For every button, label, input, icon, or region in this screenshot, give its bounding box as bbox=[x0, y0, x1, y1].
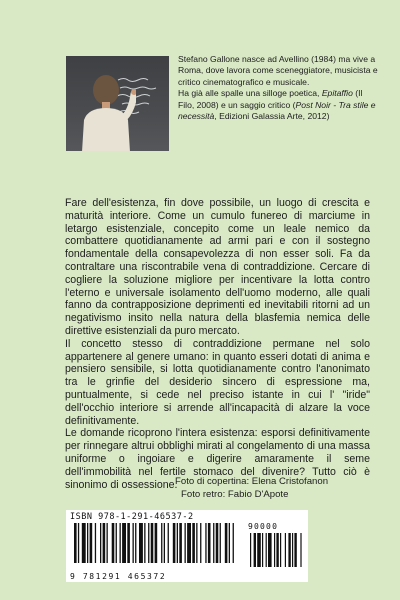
isbn-barcode bbox=[66, 510, 308, 582]
bio-paragraph-2 bbox=[178, 88, 378, 122]
isbn-label: ISBN 978-1-291-46537-2 bbox=[70, 512, 194, 522]
bio-text: Ha già alle spalle una silloge poetica, bbox=[178, 88, 322, 99]
bio-paragraph-1: Stefano Gallone nasce ad Avellino (1984) ma vive a Roma, dove lavora come sceneggiatore, musicista e critico cinematografico e musicale. bbox=[178, 54, 378, 87]
barcode-addon-digits: 90000 bbox=[248, 522, 279, 531]
author-photo bbox=[66, 56, 169, 151]
back-cover-text bbox=[65, 197, 370, 491]
main-paragraph-3: Le domande ricoprono l'intera esistenza: esporsi definitivamente per rinnegare altrui obblighi mirati al congelamento di una massa uniforme o ingoiare e digerire amaramente il seme dell'immobilità nel fertile stomaco del divenire? Tutto ciò è sinonimo di ossessione. bbox=[65, 427, 370, 491]
bio-title-post-noir: Post Noir - Tra stile e necessità bbox=[178, 99, 376, 122]
cover-photo-credit: Foto di copertina: Elena Cristofanon bbox=[175, 476, 329, 487]
photo-credits bbox=[175, 475, 375, 501]
bio-title-epitaffio: Epitaffio bbox=[321, 88, 353, 99]
person-silhouette bbox=[76, 72, 136, 151]
main-paragraph-2: Il concetto stesso di contraddizione permane nel solo appartenere al genere umano: in quanto esseri dotati di anima e pensiero sensibile, si lotta quotidianamente contro l'anonimato tra le grinfie del desiderio sincero di espressione ma, puntualmente, si cede nel preciso istante in cui l' "iride" dell'occhio interiore si arrende all'incapacità di alzare la voce definitivamente. bbox=[65, 337, 370, 427]
barcode-digits: 9 781291 465372 bbox=[70, 572, 167, 581]
main-paragraph-1: Fare dell'esistenza, fin dove possibile, un luogo di crescita e maturità interiore. Come un cumulo funereo di marciume in letargo esistenziale, concepito come un leale nemico da combattere quotidianamente ad armi pari e con il sostegno fondamentale della consapevolezza di non esser soli. Fa da contraltare una riscontrabile vena di contraddizione. Cercare di cogliere la soluzione migliore per incentivare la lotta contro l'eterno e universale isolamento dell'uomo moderno, alle quali fanno da contrapposizione deprimenti ed inevitabili ritorni ad un negativismo insito nella natura della blasfemia nemica delle direttive esistenziali da puro mercato. bbox=[65, 197, 370, 337]
bio-text: (Il Filo, 2008) e un saggio critico ( bbox=[178, 88, 363, 110]
back-photo-credit: Foto retro: Fabio D'Apote bbox=[181, 489, 289, 500]
bio-text: , Edizioni Galassia Arte, 2012) bbox=[214, 111, 330, 122]
author-bio bbox=[178, 54, 378, 122]
